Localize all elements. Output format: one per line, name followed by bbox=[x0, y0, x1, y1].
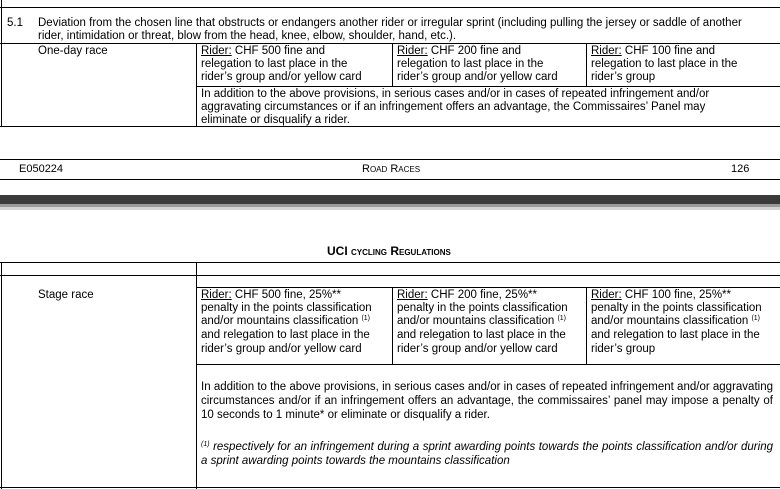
note-line: aggravating circumstances or if an infringement offers an advantage, the Commissaires’ Panel may bbox=[201, 101, 706, 113]
penalty-line: penalty in the points classification bbox=[591, 302, 762, 314]
page-number: 126 bbox=[731, 163, 750, 175]
footnote-marker: (1) bbox=[201, 441, 210, 448]
penalty-line: CHF 200 fine, 25%** bbox=[427, 289, 537, 301]
article-number: 5.1 bbox=[7, 17, 23, 29]
penalty-line: CHF 200 fine and bbox=[427, 45, 522, 57]
penalty-line: relegation to last place in the bbox=[397, 58, 544, 70]
penalty-line: penalty in the points classification bbox=[201, 302, 372, 314]
penalty-line: and relegation to last place in the bbox=[201, 329, 370, 341]
footnote-text: respectively for an infringement during a sprint awarding points towards the points classification and/or during a sprint awarding points towards the mountains classification bbox=[201, 441, 773, 467]
penalty-line: and relegation to last place in the bbox=[591, 329, 760, 341]
rider-label: Rider: bbox=[397, 45, 428, 57]
penalty-line: penalty in the points classification bbox=[397, 302, 568, 314]
rider-label: Rider: bbox=[201, 289, 232, 301]
footnote-ref: (1) bbox=[751, 315, 761, 322]
rider-label: Rider: bbox=[591, 45, 622, 57]
penalty-line: and/or mountains classification bbox=[201, 315, 359, 327]
rider-label: Rider: bbox=[591, 289, 622, 301]
article-text-line-1: Deviation from the chosen line that obstructs or endangers another rider or irregular sprint (including pulling the jersey or saddle of another bbox=[38, 17, 742, 29]
penalty-line: and/or mountains classification bbox=[397, 315, 555, 327]
penalty-line: and relegation to last place in the bbox=[397, 329, 566, 341]
penalty-line: CHF 100 fine, 25%** bbox=[621, 289, 731, 301]
note-line: In addition to the above provisions, in serious cases and/or in cases of repeated infringement and/or bbox=[201, 88, 710, 100]
page-header-title: UCI cycling Regulations bbox=[327, 244, 451, 258]
penalty-line: rider’s group and/or yellow card bbox=[201, 71, 362, 83]
penalty-line: rider’s group and/or yellow card bbox=[397, 343, 558, 355]
rider-label: Rider: bbox=[397, 289, 428, 301]
penalty-line: CHF 500 fine and bbox=[231, 45, 326, 57]
penalty-line: rider’s group bbox=[591, 343, 656, 355]
penalty-line: CHF 100 fine and bbox=[621, 45, 716, 57]
article-text-line-2: rider, intimidation or threat, blow from the head, knee, elbow, shoulder, hand, etc.). bbox=[38, 30, 457, 42]
footnote-ref: (1) bbox=[361, 315, 371, 322]
penalty-line: rider’s group and/or yellow card bbox=[397, 71, 558, 83]
footnote bbox=[201, 440, 773, 468]
race-type-stage: Stage race bbox=[38, 289, 94, 301]
penalty-line: rider’s group bbox=[591, 71, 656, 83]
rider-label: Rider: bbox=[201, 45, 232, 57]
race-type-one-day: One-day race bbox=[38, 45, 108, 57]
section-title: Road Races bbox=[362, 163, 421, 175]
penalty-line: relegation to last place in the bbox=[591, 58, 738, 70]
footnote-ref: (1) bbox=[557, 315, 567, 322]
note-line: eliminate or disqualify a rider. bbox=[201, 114, 350, 126]
penalty-line: CHF 500 fine, 25%** bbox=[231, 289, 341, 301]
doc-code: E050224 bbox=[19, 163, 64, 175]
penalty-line: and/or mountains classification bbox=[591, 315, 749, 327]
penalty-line: rider’s group and/or yellow card bbox=[201, 343, 362, 355]
stage-additional-provisions-note: In addition to the above provisions, in serious cases and/or in cases of repeated infringement and/or aggravating circumstances and/or if an infringement offers an advantage, the commissaires’ panel may impose a penalty of 10 seconds to 1 minute* or eliminate or disqualify a rider. bbox=[201, 381, 773, 421]
penalty-line: relegation to last place in the bbox=[201, 58, 348, 70]
